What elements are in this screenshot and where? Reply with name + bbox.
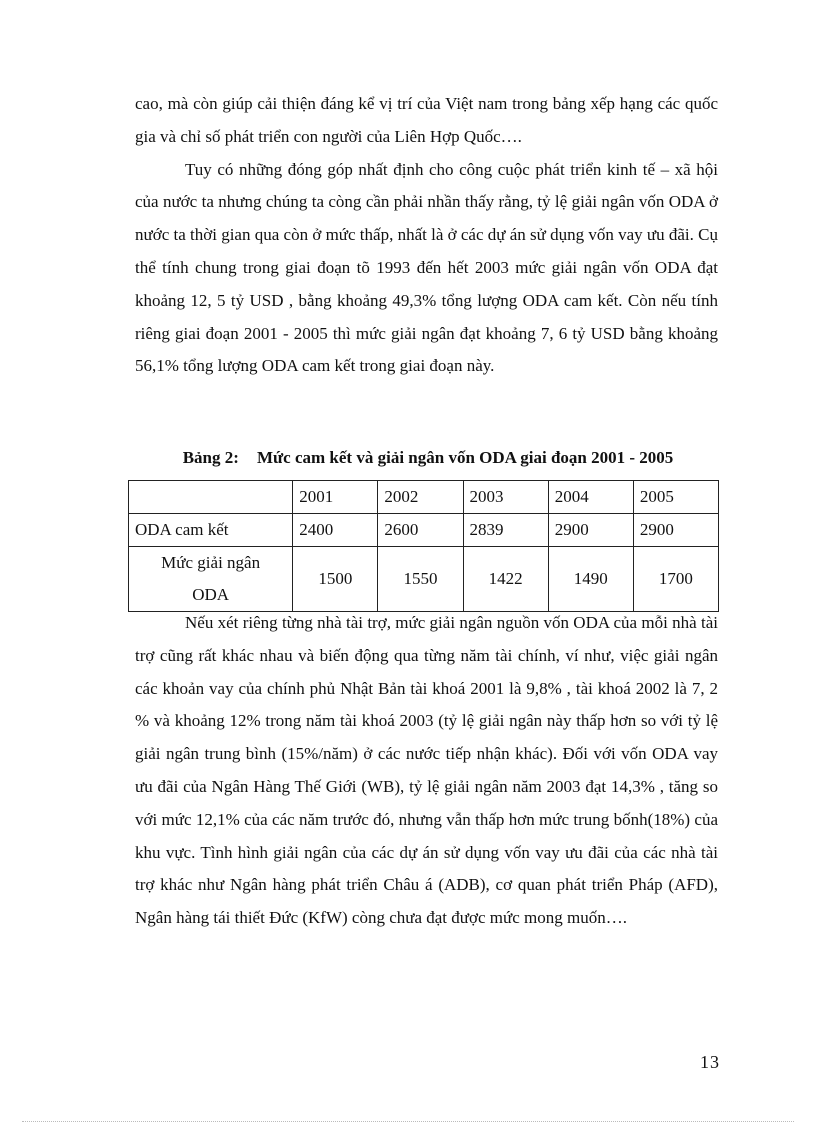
paragraph-2: Tuy có những đóng góp nhất định cho công cuộc phát triển kinh tế – xã hội của nước ta nhưng chúng ta còng cần phải nhần thấy rằng, tỷ lệ giải ngân vốn ODA ở nước ta thời gian qua còn ở mức thấp, nhất là ở các dự án sử dụng vốn vay ưu đãi. Cụ thể tính chung trong giai đoạn tõ 1993 đến hết 2003 mức giải ngân vốn ODA đạt khoảng 12, 5 tỷ USD , bằng khoảng 49,3% tổng lượng ODA cam kết. Còn nếu tính riêng giai đoạn 2001 - 2005 thì mức giải ngân đạt khoảng 7, 6 tỷ USD bằng khoảng 56,1% tổng lượng ODA cam kết trong giai đoạn này. xyxy=(135,159,718,376)
page-bottom-divider xyxy=(22,1121,794,1122)
table-cell: 2400 xyxy=(293,514,378,547)
table-cell: 2900 xyxy=(548,514,633,547)
table-cell: 1700 xyxy=(633,547,718,612)
table-cell: 1422 xyxy=(463,547,548,612)
table-cell: 1500 xyxy=(293,547,378,612)
table-row xyxy=(129,547,719,612)
table-header-empty-cell xyxy=(129,481,293,514)
table-header-row xyxy=(129,481,719,514)
page-number: 13 xyxy=(700,1052,720,1072)
table-header-year: 2003 xyxy=(463,481,548,514)
table-cell: 1490 xyxy=(548,547,633,612)
paragraph-3: Nếu xét riêng từng nhà tài trợ, mức giải ngân nguồn vốn ODA của mỗi nhà tài trợ cũng rất khác nhau và biến động qua từng năm tài chính, ví như, việc giải ngân các khoản vay của chính phủ Nhật Bản tài khoá 2001 là 9,8% , tài khoá 2002 là 7, 2 % và khoảng 12% trong năm tài khoá 2003 (tỷ lệ giải ngân này thấp hơn so với tỷ lệ giải ngân trung bình (15%/năm) ở các nước tiếp nhận khác). Đối với vốn ODA vay ưu đãi của Ngân Hàng Thế Giới (WB), tỷ lệ giải ngân năm 2003 đạt 14,3% , tăng so với mức 12,1% của các năm trước đó, nhưng vẫn thấp hơn mức trung bốnh(18%) của khu vực. Tình hình giải ngân của các dự án sử dụng vốn vay ưu đãi của các nhà tài trợ khác như Ngân hàng phát triển Châu á (ADB), cơ quan phát triển Pháp (AFD), Ngân hàng tái thiết Đức (KfW) còng chưa đạt được mức mong muốn…. xyxy=(135,613,718,928)
body-text-bottom xyxy=(135,607,718,935)
table-cell: 2839 xyxy=(463,514,548,547)
table-header-year: 2002 xyxy=(378,481,463,514)
table-caption-title: Mức cam kết và giải ngân vốn ODA giai đoạn 2001 - 2005 xyxy=(256,448,674,467)
table-caption-label: Bảng 2: xyxy=(182,448,239,467)
body-text-top xyxy=(135,88,718,383)
table-cell: 2600 xyxy=(378,514,463,547)
table-row-label xyxy=(129,547,293,612)
paragraph-1: cao, mà còn giúp cải thiện đáng kể vị trí của Việt nam trong bảng xếp hạng các quốc gia và chỉ số phát triển con người của Liên Hợp Quốc…. xyxy=(135,94,718,146)
table-caption xyxy=(128,448,728,468)
table-row-label: ODA cam kết xyxy=(129,514,293,547)
table-cell: 2900 xyxy=(633,514,718,547)
table-cell: 1550 xyxy=(378,547,463,612)
table-header-year: 2004 xyxy=(548,481,633,514)
table-row-label-line: ODA xyxy=(192,585,230,604)
oda-table xyxy=(128,480,719,612)
table-header-year: 2001 xyxy=(293,481,378,514)
table-header-year: 2005 xyxy=(633,481,718,514)
table-row xyxy=(129,514,719,547)
table-row-label-line: Mức giải ngân xyxy=(161,553,261,572)
